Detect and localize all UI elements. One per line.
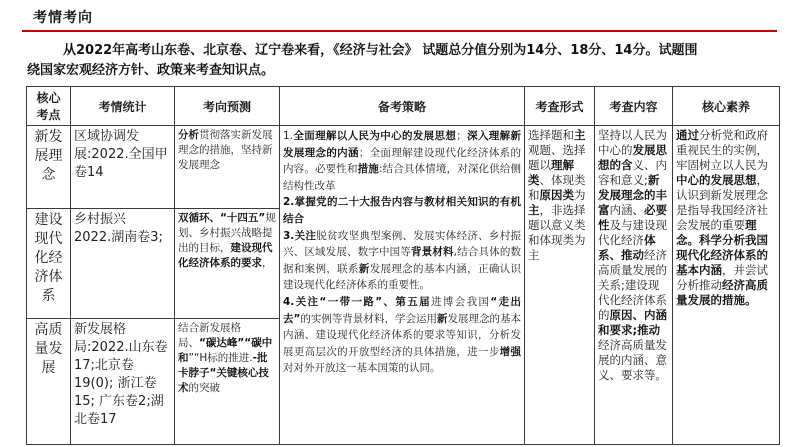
form-text: 主 [528, 203, 540, 217]
strategy-text: 的实例等背景材料，学会运用 [300, 312, 437, 325]
strategy-item-2 [283, 194, 521, 227]
strategy-text: 掌握党的二十大报告内容与教材相关知识的有机结合 [283, 196, 521, 225]
strategy-item-1 [283, 128, 521, 194]
forecast-cell [175, 126, 280, 209]
forecast-text: “碳达峰”“碳中和 [178, 337, 273, 364]
content-text: 体系、推动 [598, 233, 656, 262]
strategy-text: :结合具体情境，对深化供给侧结构性改革 [283, 163, 522, 192]
form-text: 原因类 [539, 188, 574, 202]
strategy-text: 措施 [357, 163, 379, 176]
content-text: 必要性 [598, 203, 667, 232]
forecast-text: 结合新发展格局、 [178, 322, 241, 349]
strategy-text: 发展理念的基本内涵，正确认识建设现代化经济体系的重要性。 [283, 262, 522, 292]
literacy-text: 经济高质量发展的措施。 [676, 278, 768, 307]
header-literacy: 核心素养 [673, 87, 780, 126]
stats-text: :2022.山东卷17;北京卷19(0); 浙江卷15; 广东卷2;湖北卷17 [74, 340, 168, 427]
strategy-text: 深入理解新发展理念的内涵 [283, 130, 522, 159]
intro-line-1: 从2022年高考山东卷、北京卷、辽宁卷来看，《经济与社会》 试题总分值分别为14分、18分、14分。试题围 [63, 43, 698, 58]
strategy-cell [280, 126, 525, 445]
strategy-item-3 [283, 228, 521, 294]
strategy-text: 1. [283, 130, 294, 142]
header-stats: 考情统计 [71, 87, 175, 126]
forecast-text: -批卡脖子“关键核心技术 [178, 352, 269, 394]
stats-text: 2022.湖南卷3; [74, 230, 163, 245]
strategy-text: 发展理念的基本内涵、建设现代化经济体系的要求等知识，分析发展更高层次的开放型经济的具体措施，进一步 [283, 312, 522, 358]
page-title: 考情考向 [33, 10, 93, 26]
form-text: 体现类和 [528, 173, 586, 202]
strategy-text: 进博会我国 [430, 295, 491, 308]
forecast-text: “H标的推进. [193, 352, 253, 364]
content-text: 等。 [644, 368, 667, 382]
stats-cell [71, 209, 175, 319]
strategy-text: 4. [283, 295, 295, 308]
form-text: 、 [539, 173, 551, 187]
strategy-text: 对对外开放这一基本国策的认同。 [283, 362, 441, 375]
form-text: 主 [574, 128, 586, 142]
strategy-text: 3. [283, 229, 295, 242]
strategy-text: ,结合具体的数据和案例，联系 [283, 246, 522, 275]
intro-line-2: 绕国家宏观经济方针、政策来考查知识点。 [27, 63, 275, 78]
content-text: 内涵、 [609, 203, 644, 217]
strategy-text: 关注“一带一路”、第五届 [294, 295, 431, 308]
table-row [27, 126, 780, 209]
literacy-text: ，认识到新发展理念是指导我国经济社会发展的重要 [676, 173, 768, 232]
strategy-text: 全面理解以人民为中心的发展思想 [293, 130, 457, 142]
content-text: 义、内容和意义; [598, 158, 667, 187]
forecast-text: 的突破 [188, 382, 220, 394]
form-cell [525, 126, 595, 445]
table-header-row [27, 87, 780, 126]
stats-text: :2022.全国甲卷14 [74, 147, 168, 180]
header-strategy: 备考策略 [280, 87, 525, 126]
forecast-text: 规划、乡村振兴战略提出的目标， [178, 212, 276, 254]
stats-cell [71, 319, 175, 445]
strategy-text: 脱贫攻坚典型案例、发展实体经济、乡村振兴、区域发展、数字中国等 [283, 229, 522, 259]
literacy-text: 理念。 [676, 218, 757, 247]
stats-text: 区域协调发展 [74, 129, 140, 162]
forecast-text: 双循环、“十四五” [178, 212, 266, 224]
header-bar [0, 0, 794, 30]
form-text: 观题、选择题以 [528, 143, 586, 172]
strategy-text: 2. [283, 196, 295, 209]
form-text: 为 [574, 188, 586, 202]
forecast-text: ” [188, 352, 194, 364]
content-text: 发展思想的含 [598, 143, 667, 172]
forecast-text: 贯彻落实新发展理念的措施，坚持新发展理念 [178, 129, 273, 171]
literacy-text: 科学分析我国现代化经济体系的基本内涵 [676, 233, 768, 277]
forecast-cell [175, 319, 280, 445]
content-text: 及与建设现代化经济 [598, 218, 667, 247]
strategy-item-4 [283, 294, 521, 377]
strategy-text: 增强 [499, 345, 522, 358]
header-core-point [27, 87, 71, 126]
topic-modern-economy: 建设现代化经济体系 [27, 209, 71, 319]
content-cell [595, 126, 673, 445]
stats-cell [71, 126, 175, 209]
topic-high-quality: 高质量发展 [27, 319, 71, 445]
strategy-text: ；全面理解建设现代化经济体系的内容。必要性和 [283, 146, 522, 176]
content-text: ;建设现代化经济体系的 [598, 278, 667, 322]
header-divider [22, 30, 777, 32]
form-text: 理解类 [528, 158, 574, 187]
content-text: 经济高质量发展的关系 [598, 248, 667, 292]
exam-analysis-table [26, 86, 780, 445]
strategy-text: ； [456, 130, 467, 142]
stats-text: 新发展格局 [74, 322, 127, 355]
content-text: 新发展理念的丰富 [598, 173, 667, 217]
topic-new-development: 新发展理念 [27, 126, 71, 209]
form-text: ，非选择题以意义类和体现类为主 [528, 203, 586, 262]
header-content: 考查内容 [595, 87, 673, 126]
header-core-point-line2: 考点 [36, 108, 61, 122]
literacy-text: ，并尝试分析推动 [676, 263, 768, 292]
strategy-text: “走出去” [283, 295, 521, 325]
literacy-cell [673, 126, 780, 445]
strategy-text: 新 [358, 262, 370, 275]
header-core-point-line1: 核心 [36, 91, 61, 105]
literacy-text: 通过 [676, 128, 699, 142]
forecast-text: ， [262, 257, 273, 269]
stats-text: 乡村振兴 [74, 212, 127, 227]
literacy-text: 分析党和政府重视民生的实例，牢固树立以人民为 [676, 128, 768, 172]
strategy-text: 背景材料 [411, 246, 454, 259]
intro-paragraph [27, 41, 779, 81]
content-text: 经济高质量发展的内涵、意义、要求 [598, 338, 667, 382]
content-text: 坚持以人民为中心的 [598, 128, 667, 157]
content-text: 原因、内涵和要求;推动 [598, 308, 667, 337]
header-forecast: 考向预测 [175, 87, 280, 126]
forecast-text: 分析 [178, 129, 199, 141]
forecast-cell [175, 209, 280, 319]
header-form: 考查形式 [525, 87, 595, 126]
strategy-text: 关注 [294, 229, 317, 242]
form-text: 选择题和 [528, 128, 574, 142]
forecast-text: 建设现代化经济体系的要求 [178, 242, 273, 269]
literacy-text: 中心的发展思想 [676, 173, 757, 187]
strategy-text: 新 [436, 312, 448, 325]
